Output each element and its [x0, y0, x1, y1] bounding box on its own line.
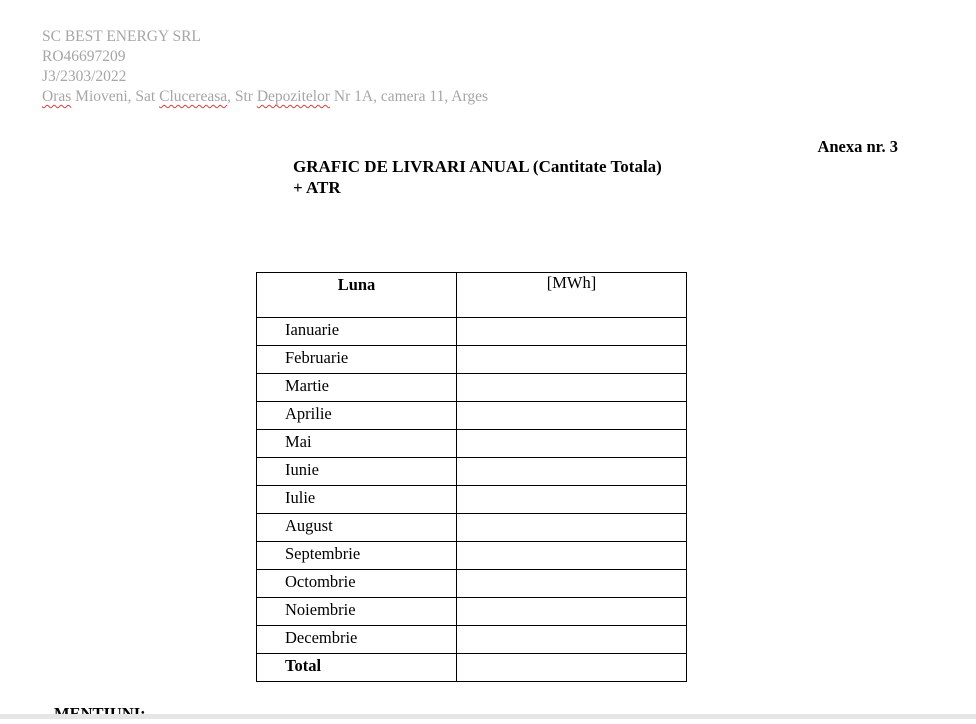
table-row — [257, 402, 687, 430]
column-header-month: Luna — [257, 273, 457, 318]
mwh-cell[interactable] — [457, 430, 687, 458]
table-row — [257, 318, 687, 346]
page-bottom-edge — [0, 714, 976, 719]
table-header-row — [257, 273, 687, 318]
month-cell: Decembrie — [257, 626, 457, 654]
month-cell: Octombrie — [257, 570, 457, 598]
month-cell: Aprilie — [257, 402, 457, 430]
mwh-cell[interactable] — [457, 514, 687, 542]
total-label-cell: Total — [257, 654, 457, 682]
mwh-cell[interactable] — [457, 402, 687, 430]
column-header-unit: [MWh] — [457, 273, 687, 318]
month-cell: Iunie — [257, 458, 457, 486]
company-reg: J3/2303/2022 — [42, 68, 127, 85]
month-cell: August — [257, 514, 457, 542]
company-address: Oras Mioveni, Sat Clucereasa, Str Depozitelor Nr 1A, camera 11, Arges — [42, 88, 488, 105]
table-row — [257, 542, 687, 570]
table-row — [257, 570, 687, 598]
mwh-cell[interactable] — [457, 598, 687, 626]
document-title: GRAFIC DE LIVRARI ANUAL (Cantitate Totala) + ATR — [293, 157, 662, 197]
table-row — [257, 374, 687, 402]
mwh-cell[interactable] — [457, 486, 687, 514]
month-cell: Iulie — [257, 486, 457, 514]
mwh-cell[interactable] — [457, 458, 687, 486]
company-header — [42, 27, 488, 107]
mwh-cell[interactable] — [457, 626, 687, 654]
total-value-cell[interactable] — [457, 654, 687, 682]
company-cui: RO46697209 — [42, 48, 126, 65]
mwh-cell[interactable] — [457, 374, 687, 402]
table-row — [257, 486, 687, 514]
delivery-table — [256, 272, 687, 682]
table-row — [257, 430, 687, 458]
table-row — [257, 346, 687, 374]
table-row — [257, 598, 687, 626]
mwh-cell[interactable] — [457, 542, 687, 570]
month-cell: Mai — [257, 430, 457, 458]
month-cell: Februarie — [257, 346, 457, 374]
mwh-cell[interactable] — [457, 318, 687, 346]
mwh-cell[interactable] — [457, 346, 687, 374]
total-row — [257, 654, 687, 682]
table-row — [257, 458, 687, 486]
table-row — [257, 626, 687, 654]
table-row — [257, 514, 687, 542]
month-cell: Ianuarie — [257, 318, 457, 346]
month-cell: Martie — [257, 374, 457, 402]
company-name: SC BEST ENERGY SRL — [42, 28, 201, 45]
annex-label: Anexa nr. 3 — [817, 137, 898, 156]
mwh-cell[interactable] — [457, 570, 687, 598]
month-cell: Septembrie — [257, 542, 457, 570]
month-cell: Noiembrie — [257, 598, 457, 626]
